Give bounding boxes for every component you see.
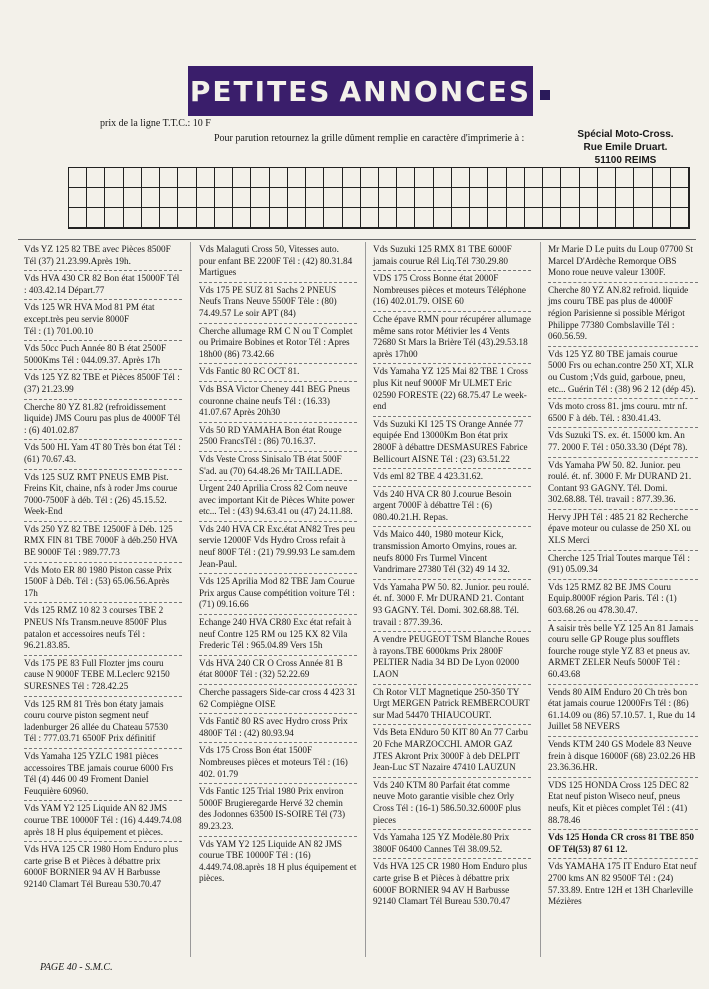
petites-annonces-banner	[188, 66, 533, 116]
classified-ad: Vds Yamaha PW 50. 82. Junior. peu roulé. ét. nf. 3000 F. Mr DURAND 21. Contant 93 GAGNY. Tél. Domi. 302.68.88. Tél. travail : 877.39.36.	[373, 580, 531, 632]
classified-ad: VDS 125 HONDA Cross 125 DEC 82 Etat neuf piston Wiseco neuf, pneus neufs, Kit et pièces complet Tél : (41) 88.78.46	[548, 778, 698, 830]
grid-cell[interactable]	[324, 188, 342, 208]
grid-cell[interactable]	[470, 188, 488, 208]
grid-cell[interactable]	[343, 208, 361, 228]
classified-ad: Vds Yamaha 125 YZ Modèle.80 Prix 3800F 06400 Cannes Tél 38.09.52.	[373, 830, 531, 859]
grid-cell[interactable]	[397, 208, 415, 228]
grid-cell[interactable]	[105, 168, 123, 188]
divider	[18, 239, 696, 240]
classified-ad: Vds Fantic 125 Trial 1980 Prix environ 5000F Brugieregarde Hervé 32 chemin des Jodonnes 63500 IS-SOIRE Tél (73) 89.23.23.	[199, 784, 357, 836]
grid-cell[interactable]	[142, 208, 160, 228]
classified-ad: Vds 50cc Puch Année 80 B état 2500F 5000Kms Tél : 044.09.37. Après 17h	[24, 341, 182, 370]
grid-cell[interactable]	[616, 168, 634, 188]
classified-ad: Vds moto cross 81. jms couru. mtr nf. 6500 F à déb. Tél. : 830.41.43.	[548, 399, 698, 428]
grid-cell[interactable]	[653, 168, 671, 188]
grid-cell[interactable]	[105, 208, 123, 228]
grid-cell[interactable]	[434, 168, 452, 188]
grid-cell[interactable]	[434, 188, 452, 208]
grid-cell[interactable]	[379, 168, 397, 188]
grid-cell[interactable]	[653, 208, 671, 228]
grid-cell[interactable]	[671, 168, 689, 188]
grid-cell[interactable]	[470, 168, 488, 188]
classified-ad: Vends 80 AIM Enduro 20 Ch très bon état jamais courue 12000Frs Tél : (86) 61.14.09 ou (86) 57.10.57. 1, Rue du 14 Juillet 58 NEVERS	[548, 685, 698, 737]
classified-ad: Vds BSA Victor Cheney 441 BEG Pneus couronne chaine neufs Tél : (16.33) 41.07.67 Après 20h30	[199, 382, 357, 423]
grid-cell[interactable]	[488, 188, 506, 208]
grid-cell[interactable]	[69, 208, 87, 228]
column-divider	[365, 242, 366, 957]
classified-ad: Vds Yamaha PW 50. 82. Junior. peu roulé. ét. nf. 3000 F. Mr DURAND 21. Contant 93 GAGNY. Tél. Domi. 302.68.88. Tél. travail : 877.39.36.	[548, 458, 698, 510]
classified-ad: Vends KTM 240 GS Modele 83 Neuve frein à disque 16000F (68) 23.02.26 HB 23.36.36.HR.	[548, 737, 698, 778]
grid-cell[interactable]	[288, 168, 306, 188]
grid-cell[interactable]	[178, 208, 196, 228]
grid-cell[interactable]	[251, 188, 269, 208]
classified-ad: Vds Beta ENduro 50 KIT 80 An 77 Carbu 20 Fche MARZOCCHI. AMOR GAZ JTES Akront Prix 3000F à deb DELPIT Jean-Luc ST Nazaire 47410 LAUZUN	[373, 725, 531, 777]
grid-cell[interactable]	[415, 188, 433, 208]
classified-ad: Vds Suzuki 125 RMX 81 TBE 6000F jamais courue Rél Liq.Tél 730.29.80	[373, 242, 531, 271]
grid-cell[interactable]	[580, 168, 598, 188]
grid-cell[interactable]	[306, 208, 324, 228]
classified-ad: Vds 240 HVA CR Exc.état AN82 Tres peu servie 12000F Vds Hydro Cross refait à neuf 800F Tél : (21) 79.99.93 Le sam.dem Jean-Paul.	[199, 522, 357, 574]
grid-cell[interactable]	[215, 168, 233, 188]
grid-cell[interactable]	[452, 188, 470, 208]
classified-ad: Echange 240 HVA CR80 Exc état refait à neuf Contre 125 RM ou 125 KX 82 Vila Frederic Tél : 965.04.89 Vers 15h	[199, 615, 357, 656]
grid-cell[interactable]	[415, 168, 433, 188]
column-divider	[190, 242, 191, 957]
grid-cell[interactable]	[142, 168, 160, 188]
grid-cell[interactable]	[270, 188, 288, 208]
classified-ad: Vds Suzuki TS. ex. ét. 15000 km. An 77. 2000 F. Tél : 050.33.30 (Dépt 78).	[548, 428, 698, 457]
grid-cell[interactable]	[361, 208, 379, 228]
grid-cell[interactable]	[671, 188, 689, 208]
classified-ad: Vds Fantic 80 RC OCT 81.	[199, 364, 357, 382]
grid-cell[interactable]	[561, 168, 579, 188]
grid-cell[interactable]	[197, 188, 215, 208]
grid-cell[interactable]	[215, 188, 233, 208]
classified-ad: Vds 240 HVA CR 80 J.courue Besoin argent 7000F à débattre Tél : (6) 080.40.21.H. Repas.	[373, 487, 531, 528]
classified-ad: Vds Yamaha 125 YZLC 1981 pièces accessoires TBE jamais courue 6000 Frs Tél (4) 446 00 49 Froment Daniel Feuquière 60960.	[24, 749, 182, 801]
grid-cell[interactable]	[288, 188, 306, 208]
grid-cell[interactable]	[197, 208, 215, 228]
grid-cell[interactable]	[598, 188, 616, 208]
grid-cell[interactable]	[561, 208, 579, 228]
classified-ad: Hervy JPH Tél : 485 21 82 Recherche épave moteur ou culasse de 250 XL ou XLS Merci	[548, 510, 698, 551]
classified-ad: Vds HVA 125 CR 1980 Hom Enduro plus carte grise B et Pièces à débattre prix 6000F BORNIER 94 AV H Barbusse 92140 Clamart Tél Bureau 530.70.47	[373, 861, 528, 907]
grid-cell[interactable]	[543, 208, 561, 228]
grid-cell[interactable]	[580, 188, 598, 208]
classified-ad: Ch Rotor VLT Magnetique 250-350 TY Urgt MERGEN Patrick REMBERCOURT sur Mad 54470 THIAUCOURT.	[373, 685, 531, 726]
classified-ad: Vds YAM Y2 125 Liquide AN 82 JMS courue TBE 10000F Tél : (16) 4.449.74.08 après 18 H plus équipement et pièces.	[24, 801, 182, 842]
classified-ad: Vds 175 PE 83 Full Flozter jms couru cause N 9000F TEBE M.Leclerc 92150 SURESNES Tél : 728.42.25	[24, 656, 182, 697]
grid-cell[interactable]	[525, 168, 543, 188]
classified-ad: Cche épave RMN pour récupérer allumage même sans rotor Métivier les 4 Vents 72680 St Mars la Brière Tél (43).29.53.18 après 17h00	[373, 312, 531, 364]
classified-ad: VDS 175 Cross Bonne état 2000F Nombreuses pièces et moteurs Téléphone (16) 402.01.79. OISE 60	[373, 271, 531, 312]
grid-cell[interactable]	[598, 168, 616, 188]
grid-cell[interactable]	[160, 188, 178, 208]
classified-ad: Vds 125 Aprilia Mod 82 TBE Jam Courue Prix argus Cause compétition voiture Tél : (71) 09.16.66	[199, 574, 357, 615]
classified-ad: Vds Suzuki KI 125 TS Orange Année 77 equipée End 13000Km Bon état prix 2800F à débattre DESMASURES Fabrice Bellicourt AISNE Tél : (23) 63.51.22	[373, 417, 531, 469]
classified-ad: Vds eml 82 TBE 4 423.31.62.	[373, 469, 531, 487]
grid-cell[interactable]	[178, 168, 196, 188]
grid-cell[interactable]	[87, 208, 105, 228]
grid-cell[interactable]	[671, 208, 689, 228]
grid-cell[interactable]	[288, 208, 306, 228]
grid-cell[interactable]	[324, 168, 342, 188]
classified-ad: Vds 125 YZ 82 TBE et Pièces 8500F Tél : (37) 21.23.99	[24, 370, 182, 399]
classified-ad: Vds Maico 440, 1980 moteur Kick, transmission Amorto Omyins, roues ar. neufs 8000 Frs Turmel Vincent Vandrimare 27380 Tél (32) 49 14 32.	[373, 527, 531, 579]
grid-cell[interactable]	[507, 188, 525, 208]
grid-cell[interactable]	[160, 168, 178, 188]
column-divider	[540, 242, 541, 957]
classified-ad: Vds 125 RMZ 82 BE JMS Couru Equip.8000F région Paris. Tél : (1) 603.68.26 ou 478.30.47.	[548, 580, 698, 621]
classified-ad: Vds 240 KTM 80 Parfait état comme neuve Moto garantie visible chez Orly Cross Tél : (16-1) 586.50.32.6000F plus pieces	[373, 778, 531, 830]
grid-cell[interactable]	[543, 188, 561, 208]
grid-cell[interactable]	[452, 208, 470, 228]
classified-ad: Vds HVA 240 CR O Cross Année 81 B état 8000F Tél : (32) 52.22.69	[199, 656, 357, 685]
grid-cell[interactable]	[270, 168, 288, 188]
grid-cell[interactable]	[379, 188, 397, 208]
classified-ad: Vds Veste Cross Sinisalo TB état 500F S'ad. au (70) 64.48.26 Mr TAILLADE.	[199, 452, 357, 481]
grid-cell[interactable]	[124, 208, 142, 228]
grid-cell[interactable]	[653, 188, 671, 208]
banner-word-2: ANNONCES	[339, 74, 532, 108]
grid-cell[interactable]	[470, 208, 488, 228]
classified-ad: Vds 125 RM 81 Très bon étaty jamais couru courve piston segment neuf ladenburger 26 allée du Chateau 57530 Tél : 777.03.71 6500F Prix définitif	[24, 697, 182, 749]
grid-cell[interactable]	[488, 168, 506, 188]
grid-cell[interactable]	[160, 208, 178, 228]
classified-ad: Vds 50 RD YAMAHA Bon état Rouge 2500 FrancsTél : (86) 70.16.37.	[199, 423, 357, 452]
classified-ad: Vds 175 PE SUZ 81 Sachs 2 PNEUS Neufs Trans Neuve 5500F Tèle : (80) 74.49.57 Le soir APT (84)	[199, 283, 357, 324]
address-line: Rue Emile Druart.	[583, 142, 668, 153]
classified-ad: Cherche 125 Trial Toutes marque Tél : (91) 05.09.34	[548, 551, 698, 580]
ads-column-1	[24, 242, 182, 894]
classified-ad: Vds YAM Y2 125 Liquide AN 82 JMS courue TBE 10000F Tél : (16) 4.449.74.08.après 18 H plus équipement et pièces.	[199, 838, 357, 884]
grid-cell[interactable]	[507, 168, 525, 188]
classified-ad: A saisir très belle YZ 125 An 81 Jamais couru selle GP Rouge plus soufflets fourche rouge style YZ 83 et pneus av. ARMET ZELER Neufs 5000F Tél : 60.43.68	[548, 621, 698, 685]
grid-cell[interactable]	[616, 208, 634, 228]
grid-cell[interactable]	[233, 188, 251, 208]
classified-ad: Vds Malaguti Cross 50, Vitesses auto. pour enfant BE 2200F Tél : (42) 80.31.84 Martigues	[199, 242, 357, 283]
grid-cell[interactable]	[415, 208, 433, 228]
grid-cell[interactable]	[124, 188, 142, 208]
price-line: prix de la ligne T.T.C.: 10 F	[100, 118, 211, 129]
grid-cell[interactable]	[525, 208, 543, 228]
grid-cell[interactable]	[598, 208, 616, 228]
grid-cell[interactable]	[233, 208, 251, 228]
classified-ad: Mr Marie D Le puits du Loup 07700 St Marcel D'Ardèche Remorque OBS Mono roue neuve valeur 1300F.	[548, 242, 698, 283]
ads-column-3	[373, 242, 531, 911]
grid-cell[interactable]	[452, 168, 470, 188]
classified-ad: Vds 125 RMZ 10 82 3 courses TBE 2 PNEUS Nfs Transm.neuve 8500F Plus patalon et accessoires neufs Tél : 96.21.83.85.	[24, 603, 182, 655]
grid-cell[interactable]	[251, 208, 269, 228]
grid-cell[interactable]	[343, 168, 361, 188]
classified-ad: Vds 125 SUZ RMT PNEUS EMB Pist. Freins Kit, chaine, nfs à roder Jms courue 7000-7500F à déb. Tél : (26) 45.15.52. Week-End	[24, 470, 182, 522]
grid-cell[interactable]	[361, 168, 379, 188]
grid-cell[interactable]	[142, 188, 160, 208]
grid-cell[interactable]	[87, 168, 105, 188]
address-line: 51100 REIMS	[594, 155, 657, 166]
classified-ad: Vds 125 YZ 80 TBE jamais courue 5000 Frs ou echan.contre 250 XT, XLR ou Custom ;Vds guid, garboue, pneu, etc... Guérin Tél : (38) 96 2 12 (dép 45).	[548, 347, 698, 399]
grid-cell[interactable]	[488, 208, 506, 228]
grid-cell[interactable]	[397, 168, 415, 188]
grid-cell[interactable]	[343, 188, 361, 208]
grid-cell[interactable]	[87, 188, 105, 208]
grid-cell[interactable]	[580, 208, 598, 228]
classified-ad: Vds 125 WR HVA Mod 81 PM état except.très peu servie 8000F Tél : (1) 701.00.10	[24, 300, 182, 341]
grid-cell[interactable]	[507, 208, 525, 228]
grid-cell[interactable]	[379, 208, 397, 228]
mailing-address	[553, 128, 698, 167]
ads-column-4	[548, 242, 698, 911]
classified-ad: Vds 125 Honda CR cross 81 TBE 850 OF Tél(53) 87 61 12.	[548, 830, 698, 859]
grid-cell[interactable]	[634, 168, 652, 188]
grid-cell[interactable]	[270, 208, 288, 228]
classified-ad: Cherche 80 YZ AN.82 refroid. liquide jms couru TBE pas plus de 4000F région Parisienne si possible Mérigot Philippe 77380 Combslaville Tél : 060.56.59.	[548, 283, 698, 347]
classified-ad: Vds Fantič 80 RS avec Hydro cross Prix 4800F Tél : (42) 80.93.94	[199, 714, 357, 743]
classified-ad: Vds 250 YZ 82 TBE 12500F à Déb. 125 RMX FIN 81 TBE 7000F à déb.250 HVA BE 9000F Tél : 989.77.73	[24, 522, 182, 563]
grid-cell[interactable]	[616, 188, 634, 208]
classified-ad: Vds HVA 125 CR 1980 Hom Enduro plus carte grise B et Pièces à débattre prix 6000F BORNIER 94 AV H Barbusse 92140 Clamart Tél Bureau 530.70.47	[24, 844, 179, 889]
grid-cell[interactable]	[634, 208, 652, 228]
entry-grid	[68, 167, 690, 229]
grid-cell[interactable]	[634, 188, 652, 208]
grid-cell[interactable]	[306, 188, 324, 208]
page-footer: PAGE 40 - S.M.C.	[40, 962, 113, 973]
decorative-square-icon	[540, 90, 550, 100]
banner-word-1: PETITES	[189, 74, 332, 108]
grid-cell[interactable]	[215, 208, 233, 228]
grid-cell[interactable]	[306, 168, 324, 188]
grid-cell[interactable]	[561, 188, 579, 208]
classified-ad: Vds Yamaha YZ 125 Mai 82 TBE 1 Cross plus Kit neuf 9000F Mr ULMET Eric 02590 FORESTE (22) 68.75.47 Le week-end	[373, 364, 531, 416]
grid-cell[interactable]	[69, 188, 87, 208]
grid-cell[interactable]	[233, 168, 251, 188]
classified-ad: Vds HVA 430 CR 82 Bon état 15000F Tél : 403.42.14 Départ.77	[24, 271, 182, 300]
grid-cell[interactable]	[324, 208, 342, 228]
classified-ad: Cherche 80 YZ 81.82 (refroidissement liquide) JMS Couru pas plus de 4000F Tél : (6) 401.02.87	[24, 400, 182, 441]
classified-ad: Vds Moto ER 80 1980 Piston casse Prix 1500F à Déb. Tél : (53) 65.06.56.Après 17h	[24, 563, 182, 604]
grid-cell[interactable]	[197, 168, 215, 188]
grid-cell[interactable]	[397, 188, 415, 208]
classified-ad: Cherche allumage RM C N ou T Complet ou Primaire Bobines et Rotor Tél : Apres 18h00 (86) 73.42.66	[199, 324, 357, 365]
classified-ad: A vendre PEUGEOT TSM Blanche Roues à rayons.TBE 6000kms Prix 2800F PELTIER Nadia 34 BD De Lyon 02000 LAON	[373, 632, 531, 684]
ads-column-2	[199, 242, 357, 888]
grid-cell[interactable]	[124, 168, 142, 188]
classified-ad: Vds YAMAHA 175 IT Enduro Etat neuf 2700 kms AN 82 9500F Tél : (24) 57.33.89. Entre 12H et 13H Charleville Mézières	[548, 861, 697, 907]
classified-ad: Cherche passagers Side-car cross 4 423 31 62 Compiègne OISE	[199, 685, 357, 714]
classified-ad: Vds 175 Cross Bon état 1500F Nombreuses pièces et moteurs Tél : (16) 402. 01.79	[199, 743, 357, 784]
grid-cell[interactable]	[105, 188, 123, 208]
grid-cell[interactable]	[543, 168, 561, 188]
grid-cell[interactable]	[525, 188, 543, 208]
address-line: Spécial Moto-Cross.	[577, 129, 674, 140]
instructions: Pour parution retournez la grille dûment remplie en caractère d'imprimerie à :	[214, 133, 525, 144]
grid-cell[interactable]	[178, 188, 196, 208]
grid-cell[interactable]	[361, 188, 379, 208]
grid-cell[interactable]	[434, 208, 452, 228]
classified-ad: Vds 500 HL Yam 4T 80 Très bon état Tél : (61) 70.67.43.	[24, 440, 182, 469]
classified-ad: Vds YZ 125 82 TBE avec Pièces 8500F Tél (37) 21.23.99.Après 19h.	[24, 242, 182, 271]
grid-cell[interactable]	[251, 168, 269, 188]
classified-ad: Urgent 240 Aprilia Cross 82 Com neuve avec important Kit de Pièces White power etc... Tel : (43) 94.63.41 ou (47) 24.11.88.	[199, 481, 357, 522]
grid-cell[interactable]	[69, 168, 87, 188]
